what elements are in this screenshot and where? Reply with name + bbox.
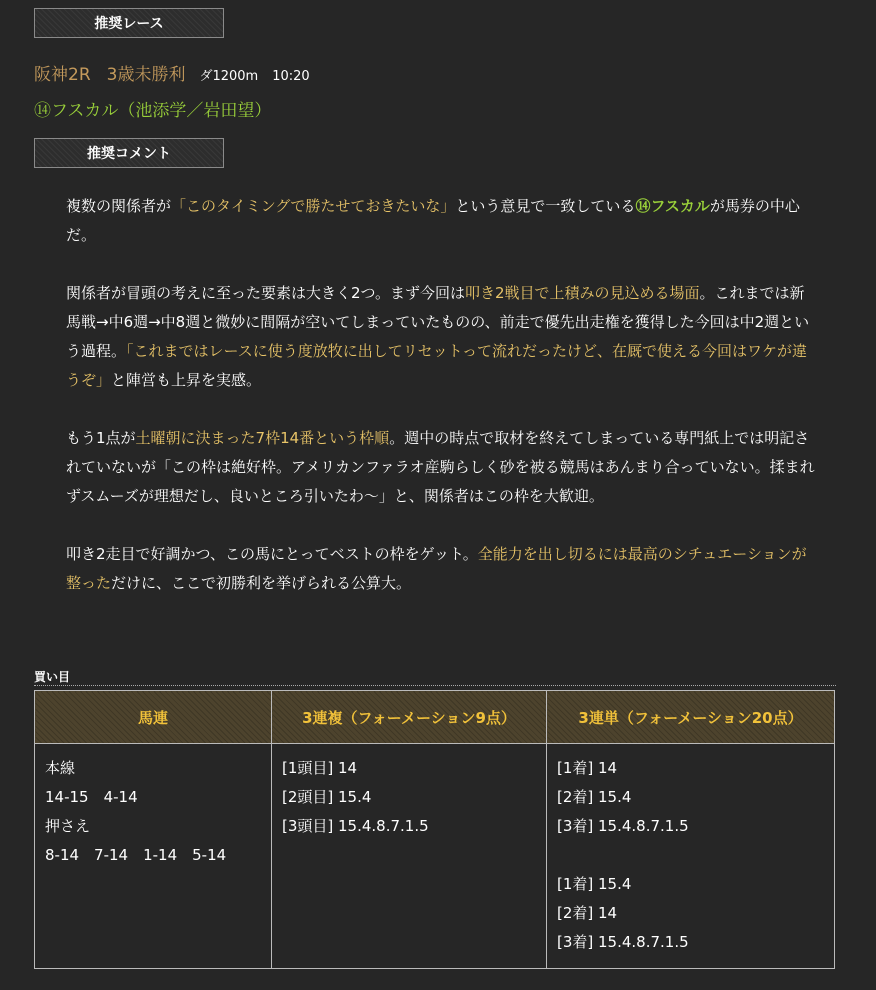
divider: [34, 685, 836, 686]
betting-title: 買い目: [34, 670, 71, 684]
umaren-cell: [35, 744, 272, 969]
horse-name-highlight: ⑭フスカル: [635, 197, 710, 215]
race-info: [34, 60, 310, 85]
bet-line: [1着] 14: [557, 759, 618, 777]
table-header-row: [35, 691, 835, 744]
comment-body: [66, 192, 816, 627]
comment-highlight: 叩き2戦目で上積みの見込める場面: [464, 284, 700, 302]
header-sanrenpuku: 3連複（フォーメーション9点）: [272, 691, 547, 744]
comment-text: もう1点が: [66, 429, 136, 447]
comment-text: 。これまでは新馬戦→中6週→中8週と微妙に間隔が空いてしまっていたものの、前走で優先出走権を獲得した今回は中2週という過程。: [66, 284, 810, 360]
bet-line: [3着] 15.4.8.7.1.5: [557, 817, 689, 835]
comment-highlight: 全能力を出し切るには最高のシチュエーションが整った: [66, 545, 807, 592]
race-venue-number: 阪神2R: [34, 65, 91, 85]
comment-text: と陣営も上昇を実感。: [111, 371, 262, 389]
race-class: 3歳未勝利: [106, 65, 186, 85]
comment-highlight: 土曜朝に決まった7枠14番という枠順: [135, 429, 390, 447]
comment-paragraph-4: [66, 540, 816, 598]
bet-line: [2着] 15.4: [557, 788, 632, 806]
race-course: ダ1200m: [199, 69, 259, 84]
bet-line: [2頭目] 15.4: [282, 788, 372, 806]
comment-paragraph-1: [66, 192, 816, 250]
spacer: [557, 841, 824, 870]
comment-highlight: 「このタイミングで勝たせておきたいな」: [171, 197, 456, 215]
bet-line: [2着] 14: [557, 904, 618, 922]
race-time: 10:20: [272, 69, 310, 84]
header-sanrentan: 3連単（フォーメーション20点）: [547, 691, 835, 744]
comment-text: 複数の関係者が: [66, 197, 172, 215]
comment-text: だけに、ここで初勝利を挙げられる公算大。: [111, 574, 412, 592]
bet-line: 押さえ: [45, 817, 91, 835]
bet-line: [3着] 15.4.8.7.1.5: [557, 933, 689, 951]
bet-line: 14-15 4-14: [45, 788, 138, 806]
comment-text: 関係者が冒頭の考えに至った要素は大きく2つ。まず今回は: [66, 284, 465, 302]
sanrentan-cell: [547, 744, 835, 969]
table-row: [35, 744, 835, 969]
recommended-race-heading: 推奨レース: [34, 8, 224, 38]
comment-paragraph-2: [66, 279, 816, 395]
comment-text: が馬券の中心だ。: [66, 197, 800, 244]
bet-line: [1頭目] 14: [282, 759, 358, 777]
comment-text: という意見で一致している: [455, 197, 636, 215]
horse-name-line: ⑭フスカル（池添学／岩田望）: [34, 101, 272, 121]
bet-line: 8-14 7-14 1-14 5-14: [45, 846, 227, 864]
recommended-comment-heading: 推奨コメント: [34, 138, 224, 168]
comment-text: 叩き2走目で好調かつ、この馬にとってベストの枠をゲット。: [66, 545, 478, 563]
comment-highlight: 「これまではレースに使う度放牧に出してリセットって流れだったけど、在厩で使える今回はワケが違うぞ」: [66, 342, 808, 389]
sanrenpuku-cell: [272, 744, 547, 969]
bet-line: [3頭目] 15.4.8.7.1.5: [282, 817, 429, 835]
betting-table: [34, 690, 835, 969]
bet-line: 本線: [45, 759, 76, 777]
comment-paragraph-3: [66, 424, 816, 511]
bet-line: [1着] 15.4: [557, 875, 632, 893]
header-umaren: 馬連: [35, 691, 272, 744]
comment-text: 。週中の時点で取材を終えてしまっている専門紙上では明記されていないが「この枠は絶好枠。アメリカンファラオ産駒らしく砂を被る競馬はあんまり合っていない。揉まれずスムーズが理想だし、良いところ引いたわ～」と、関係者はこの枠を大歓迎。: [66, 429, 815, 505]
